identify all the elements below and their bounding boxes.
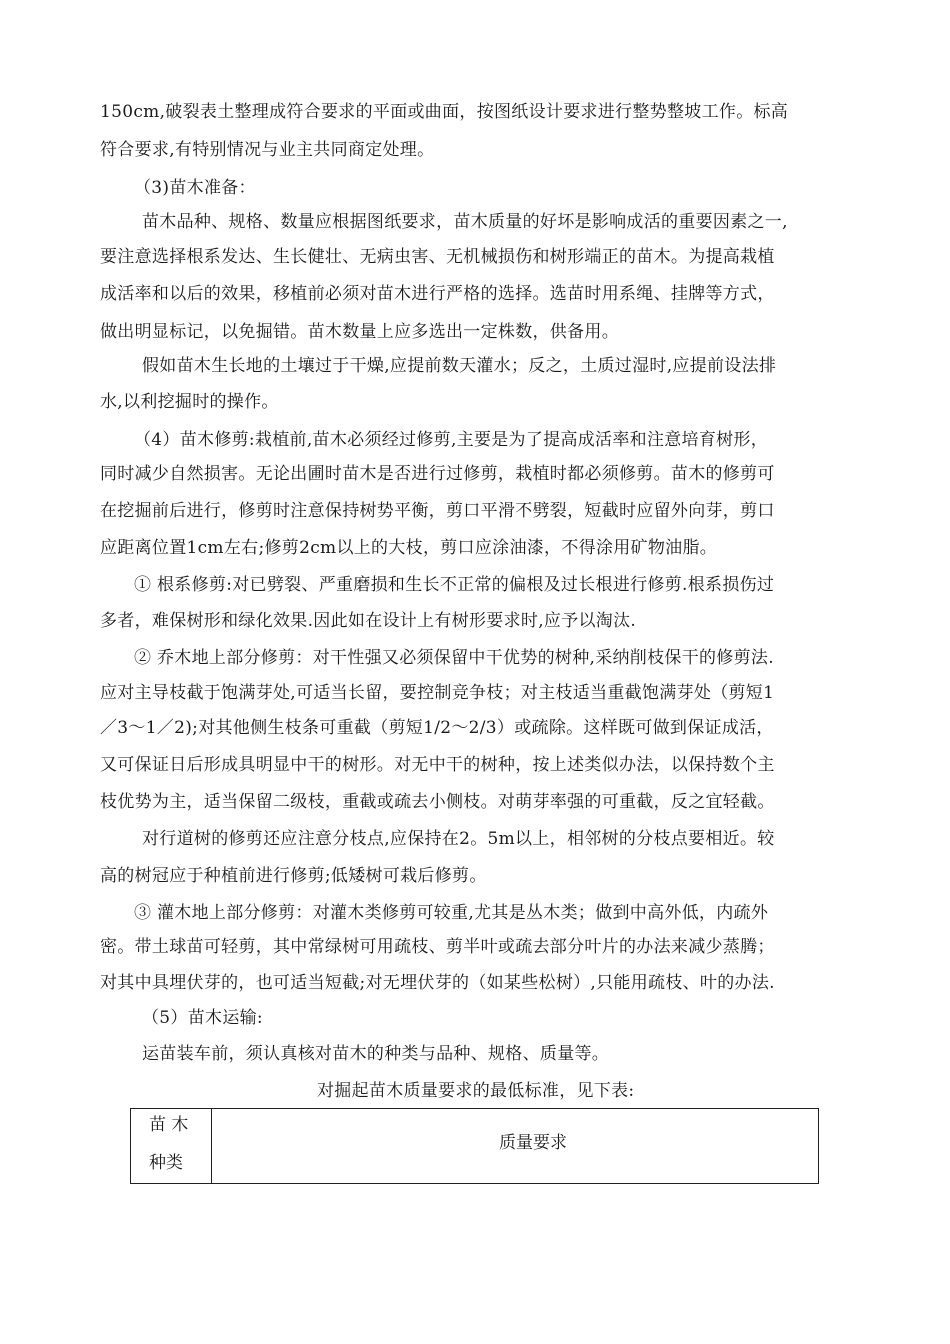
text-line: 应距离位置1cm左右;修剪2cm以上的大枝，剪口应涂油漆，不得涂用矿物油脂。 — [100, 538, 718, 558]
text-line: 水,以利挖掘时的操作。 — [100, 392, 279, 412]
text-line: 要注意选择根系发达、生长健壮、无病虫害、无机械损伤和树形端正的苗木。为提高栽植 — [100, 247, 775, 267]
text-line: 在挖掘前后进行，修剪时注意保持树势平衡，剪口平滑不劈裂，短截时应留外向芽，剪口 — [100, 501, 775, 521]
text-line: ② 乔木地上部分修剪：对干性强又必须保留中干优势的树种,采纳削枝保干的修剪法. — [134, 648, 774, 668]
text-line: 运苗装车前，须认真核对苗木的种类与品种、规格、质量等。 — [142, 1044, 610, 1064]
text-line: 成活率和以后的效果，移植前必须对苗木进行严格的选择。选苗时用系绳、挂牌等方式， — [100, 284, 775, 304]
text-line: 高的树冠应于种植前进行修剪;低矮树可栽后修剪。 — [100, 866, 487, 886]
text-line: ① 根系修剪:对已劈裂、严重磨损和生长不正常的偏根及过长根进行修剪.根系损伤过 — [134, 575, 775, 595]
table-header-seedling-type-line1: 苗 木 — [149, 1115, 189, 1135]
section-heading: （4）苗木修剪:栽植前,苗木必须经过修剪,主要是为了提高成活率和注意培育树形， — [134, 430, 769, 450]
text-line: 符合要求,有特别情况与业主共同商定处理。 — [100, 140, 435, 160]
text-line: 对行道树的修剪还应注意分枝点,应保持在2。5m以上，相邻树的分枝点要相近。较 — [142, 829, 775, 849]
text-line: 150cm,破裂表土整理成符合要求的平面或曲面，按图纸设计要求进行整势整坡工作。标高 — [100, 102, 789, 122]
text-line: 假如苗木生长地的土壤过于干燥,应提前数天灌水；反之，土质过湿时,应提前设法排 — [142, 356, 777, 376]
text-line: 密。带土球苗可轻剪，其中常绿树可用疏枝、剪半叶或疏去部分叶片的办法来减少蒸腾； — [100, 937, 775, 957]
section-heading: （5）苗木运输: — [142, 1008, 263, 1028]
text-line: 对其中具埋伏芽的，也可适当短截;对无埋伏芽的（如某些松树）,只能用疏枝、叶的办法. — [100, 973, 775, 993]
table-header-seedling-type-line2: 种类 — [149, 1153, 183, 1173]
text-line: 做出明显标记，以免掘错。苗木数量上应多选出一定株数，供备用。 — [100, 322, 619, 342]
text-line: 又可保证日后形成具明显中干的树形。对无中干的树种，按上述类似办法，以保持数个主 — [100, 755, 775, 775]
table-column-divider — [211, 1109, 212, 1183]
text-line: ③ 灌木地上部分修剪：对灌木类修剪可较重,尤其是丛木类；做到中高外低，内疏外 — [134, 903, 769, 923]
quality-standard-table — [130, 1108, 819, 1184]
text-line: 多者，难保树形和绿化效果.因此如在设计上有树形要求时,应予以淘汰. — [100, 611, 637, 631]
text-line: 苗木品种、规格、数量应根据图纸要求，苗木质量的好坏是影响成活的重要因素之一, — [142, 212, 788, 232]
table-header-quality-requirement: 质量要求 — [499, 1133, 567, 1153]
section-heading: （3)苗木准备： — [134, 178, 256, 198]
text-line: 枝优势为主，适当保留二级枝，重截或疏去小侧枝。对萌芽率强的可重截，反之宜轻截。 — [100, 792, 775, 812]
text-line: 同时减少自然损害。无论出圃时苗木是否进行过修剪，栽植时都必须修剪。苗木的修剪可 — [100, 464, 775, 484]
text-line: 应对主导枝截于饱满芽处,可适当长留，要控制竞争枝；对主枝适当重截饱满芽处（剪短1 — [100, 683, 775, 703]
text-line: ／3～1／2);对其他侧生枝条可重截（剪短1/2～2/3）或疏除。这样既可做到保证成活， — [100, 718, 774, 738]
table-caption: 对掘起苗木质量要求的最低标准，见下表: — [317, 1081, 635, 1101]
